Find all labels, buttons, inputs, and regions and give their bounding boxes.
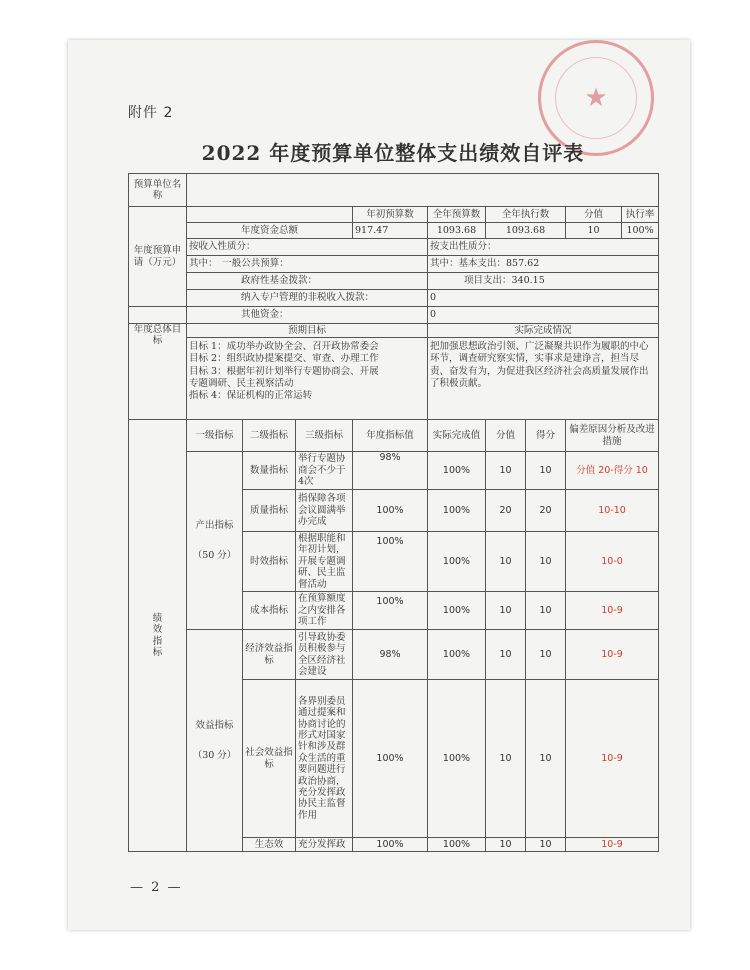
budget-total-2: 1093.68 [486,223,566,239]
perf-header-6: 得分 [526,420,566,452]
got-cell: 10 [526,452,566,490]
goal-item: 目标 2：组织政协提案提交、审查、办理工作 [189,353,379,365]
perf-group-benefit-name: 效益指标 [195,720,234,732]
budget-total-1: 1093.68 [428,223,486,239]
page-title: 2022 年度预算单位整体支出绩效自评表 [201,141,585,165]
goal-item: 目标 3：根据年初计划举行专题协商会、开展 [189,365,379,377]
budget-header-0: 年初预算数 [353,207,428,223]
target-cell: 100% [353,532,428,592]
goal-item: 目标 1：成功举办政协全会、召开政协常委会 [189,341,379,352]
target-cell: 100% [353,592,428,630]
score-cell: 10 [486,630,526,680]
perf-header-7: 偏差原因分析及改进措施 [566,420,659,452]
goals-section-label: 年度总体目标 [129,324,187,420]
note-cell: 10-0 [566,532,659,592]
budget-special-account-value: 0 [428,290,659,307]
got-cell: 10 [526,630,566,680]
perf-group-output [187,452,243,630]
star-icon: ★ [584,83,608,113]
note-cell: 10-9 [566,838,659,852]
level2-cell: 数量指标 [243,452,296,490]
level3-cell: 在预算额度之内安排各项工作 [296,592,353,630]
budget-total-3: 10 [566,223,622,239]
got-cell: 10 [526,532,566,592]
perf-header-2: 三级指标 [296,420,353,452]
score-cell: 10 [486,452,526,490]
performance-table [128,173,659,852]
budget-total-label: 年度资金总额 [187,223,353,239]
budget-general-public-label: 其中： 一般公共预算： [187,256,428,273]
level3-cell: 各界别委员通过提案和协商讨论的形式对国家针和涉及群众生活的重要问题进行政治协商，充分发挥政协民主监督作用 [296,680,353,838]
target-cell: 100% [353,490,428,532]
score-cell: 20 [486,490,526,532]
perf-group-output-name: 产出指标 [195,520,234,532]
target-cell: 98% [353,630,428,680]
goal-item: 专题调研、民主视察活动 [189,378,294,390]
level3-cell: 引导政协委员积极参与全区经济社会建设 [296,630,353,680]
goals-actual-header: 实际完成情况 [428,324,659,338]
perf-header-5: 分值 [486,420,526,452]
actual-cell: 100% [428,452,486,490]
goals-actual-text: 把加强思想政治引领、广泛凝聚共识作为履职的中心环节，调查研究察实情，实事求是建诤言，担当尽责、奋发有为，为促进我区经济社会高质量发展作出了积极贡献。 [428,338,659,420]
page-number: — 2 — [130,880,183,895]
perf-header-1: 二级指标 [243,420,296,452]
budget-other-funds-value: 0 [428,307,659,324]
unit-name-value [187,174,659,207]
perf-group-benefit [187,630,243,852]
target-cell: 98% [353,452,428,490]
budget-header-2: 全年执行数 [486,207,566,223]
level3-cell: 指保障各项会议圆满举办完成 [296,490,353,532]
budget-header-1: 全年预算数 [428,207,486,223]
actual-cell: 100% [428,592,486,630]
perf-header-3: 年度指标值 [353,420,428,452]
perf-header-0: 一级指标 [187,420,243,452]
got-cell: 10 [526,838,566,852]
table-row [129,630,659,680]
level2-cell: 质量指标 [243,490,296,532]
perf-section-label: 绩效指标 [129,420,187,852]
budget-total-0: 917.47 [353,223,428,239]
budget-other-funds-label: 其他资金： [187,307,428,324]
score-cell: 10 [486,592,526,630]
goals-expected-header: 预期目标 [187,324,428,338]
target-cell: 100% [353,680,428,838]
goal-item: 指标 4：保证机构的正常运转 [189,390,313,402]
budget-header-3: 分值 [566,207,622,223]
budget-by-expense-label: 按支出性质分： [428,239,659,256]
level2-cell: 经济效益指标 [243,630,296,680]
got-cell: 20 [526,490,566,532]
note-cell: 10-9 [566,680,659,838]
budget-basic-expense: 其中：基本支出：857.62 [428,256,659,273]
perf-group-benefit-points: （30 分） [192,749,237,761]
actual-cell: 100% [428,680,486,838]
note-cell: 分值 20-得分 10 [566,452,659,490]
level3-cell: 充分发挥政 [296,838,353,852]
unit-name-label: 预算单位名称 [129,174,187,207]
budget-gov-fund-label: 政府性基金拨款： [187,273,428,290]
actual-cell: 100% [428,838,486,852]
note-cell: 10-10 [566,490,659,532]
budget-total-4: 100% [622,223,659,239]
actual-cell: 100% [428,490,486,532]
score-cell: 10 [486,680,526,838]
perf-group-output-points: （50 分） [192,549,237,561]
budget-header-4: 执行率 [622,207,659,223]
budget-special-account-label: 纳入专户管理的非税收入拨款： [187,290,428,307]
note-cell: 10-9 [566,630,659,680]
attachment-label: 附件 2 [128,105,174,121]
budget-by-income-label: 按收入性质分： [187,239,428,256]
score-cell: 10 [486,838,526,852]
goals-expected-list [187,338,428,420]
table-row [129,452,659,490]
level2-cell: 时效指标 [243,532,296,592]
level2-cell: 生态效 [243,838,296,852]
actual-cell: 100% [428,532,486,592]
actual-cell: 100% [428,630,486,680]
budget-project-expense: 项目支出：340.15 [428,273,659,290]
level2-cell: 成本指标 [243,592,296,630]
level2-cell: 社会效益指标 [243,680,296,838]
perf-header-4: 实际完成值 [428,420,486,452]
level3-cell: 根据职能和年初计划，开展专题调研、民主监督活动 [296,532,353,592]
budget-section-label: 年度预算申请（万元） [129,207,187,307]
score-cell: 10 [486,532,526,592]
level3-cell: 举行专题协商会不少于4次 [296,452,353,490]
got-cell: 10 [526,592,566,630]
target-cell: 100% [353,838,428,852]
got-cell: 10 [526,680,566,838]
note-cell: 10-9 [566,592,659,630]
